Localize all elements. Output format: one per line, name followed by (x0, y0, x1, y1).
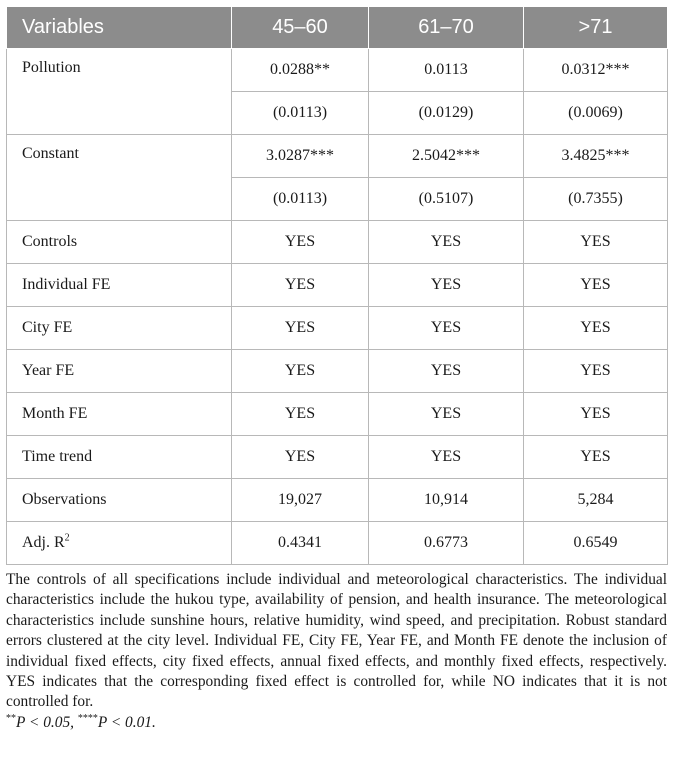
cell-value: YES (232, 307, 369, 350)
row-label: Observations (7, 479, 232, 522)
row-label: Individual FE (7, 264, 232, 307)
constant-coef-61-70: 2.5042*** (369, 135, 524, 178)
constant-coef-over-71: 3.4825*** (524, 135, 668, 178)
adj-r2-label-base: Adj. R (22, 534, 65, 551)
cell-value: YES (524, 221, 668, 264)
constant-se-61-70: (0.5107) (369, 178, 524, 221)
table-notes (6, 570, 667, 733)
cell-value: YES (524, 436, 668, 479)
table-row-adj-r2 (7, 522, 668, 565)
table-row-pollution (7, 49, 668, 92)
constant-coef-45-60: 3.0287*** (232, 135, 369, 178)
table-header-row (7, 7, 668, 49)
header-age-61-70: 61–70 (369, 7, 524, 49)
cell-value: YES (369, 350, 524, 393)
cell-value: YES (369, 307, 524, 350)
cell-value: YES (369, 264, 524, 307)
table-row (7, 221, 668, 264)
sig-cond-1: P < 0.05, (16, 713, 78, 731)
cell-value: YES (524, 264, 668, 307)
cell-value: 10,914 (369, 479, 524, 522)
cell-value: YES (232, 350, 369, 393)
header-variables: Variables (7, 7, 232, 49)
significance-note (6, 713, 667, 733)
sig-cond-2: P < 0.01. (97, 713, 156, 731)
cell-value: YES (369, 393, 524, 436)
cell-value: 19,027 (232, 479, 369, 522)
pollution-se-45-60: (0.0113) (232, 92, 369, 135)
adj-r2-45-60: 0.4341 (232, 522, 369, 565)
row-label: Time trend (7, 436, 232, 479)
pollution-se-61-70: (0.0129) (369, 92, 524, 135)
table-row-constant (7, 135, 668, 178)
cell-value: YES (369, 436, 524, 479)
cell-value: YES (232, 393, 369, 436)
sig-stars-1: ** (6, 712, 16, 724)
regression-table (6, 6, 668, 565)
adj-r2-61-70: 0.6773 (369, 522, 524, 565)
cell-value: YES (524, 307, 668, 350)
constant-se-over-71: (0.7355) (524, 178, 668, 221)
table-row (7, 393, 668, 436)
cell-value: YES (524, 350, 668, 393)
header-age-over-71: >71 (524, 7, 668, 49)
cell-value: YES (232, 436, 369, 479)
cell-value: YES (232, 264, 369, 307)
row-label: City FE (7, 307, 232, 350)
row-label: Year FE (7, 350, 232, 393)
cell-value: 5,284 (524, 479, 668, 522)
cell-value: YES (524, 393, 668, 436)
row-label: Month FE (7, 393, 232, 436)
pollution-se-over-71: (0.0069) (524, 92, 668, 135)
sig-stars-2: **** (77, 712, 98, 724)
pollution-coef-over-71: 0.0312*** (524, 49, 668, 92)
cell-value: YES (232, 221, 369, 264)
cell-value: YES (369, 221, 524, 264)
header-age-45-60: 45–60 (232, 7, 369, 49)
table-row (7, 307, 668, 350)
table-row (7, 479, 668, 522)
table-row (7, 436, 668, 479)
adj-r2-label-sup: 2 (64, 532, 70, 544)
adj-r2-over-71: 0.6549 (524, 522, 668, 565)
row-label-adj-r2 (7, 522, 232, 565)
table-row (7, 350, 668, 393)
pollution-coef-45-60: 0.0288** (232, 49, 369, 92)
row-label: Controls (7, 221, 232, 264)
constant-se-45-60: (0.0113) (232, 178, 369, 221)
notes-text: The controls of all specifications include individual and meteorological characteristics. The individual characteristics include the hukou type, availability of pension, and health insurance. The meteorological characteristics include sunshine hours, relative humidity, wind speed, and precipitation. Robust standard errors clustered at the city level. Individual FE, City FE, Year FE, and Month FE denote the inclusion of individual fixed effects, city fixed effects, annual fixed effects, and monthly fixed effects, respectively. YES indicates that the corresponding fixed effect is controlled for, while NO indicates that it is not controlled for. (6, 571, 667, 711)
row-label-constant: Constant (7, 135, 232, 221)
row-label-pollution: Pollution (7, 49, 232, 135)
table-row (7, 264, 668, 307)
regression-table-container (6, 6, 667, 565)
pollution-coef-61-70: 0.0113 (369, 49, 524, 92)
